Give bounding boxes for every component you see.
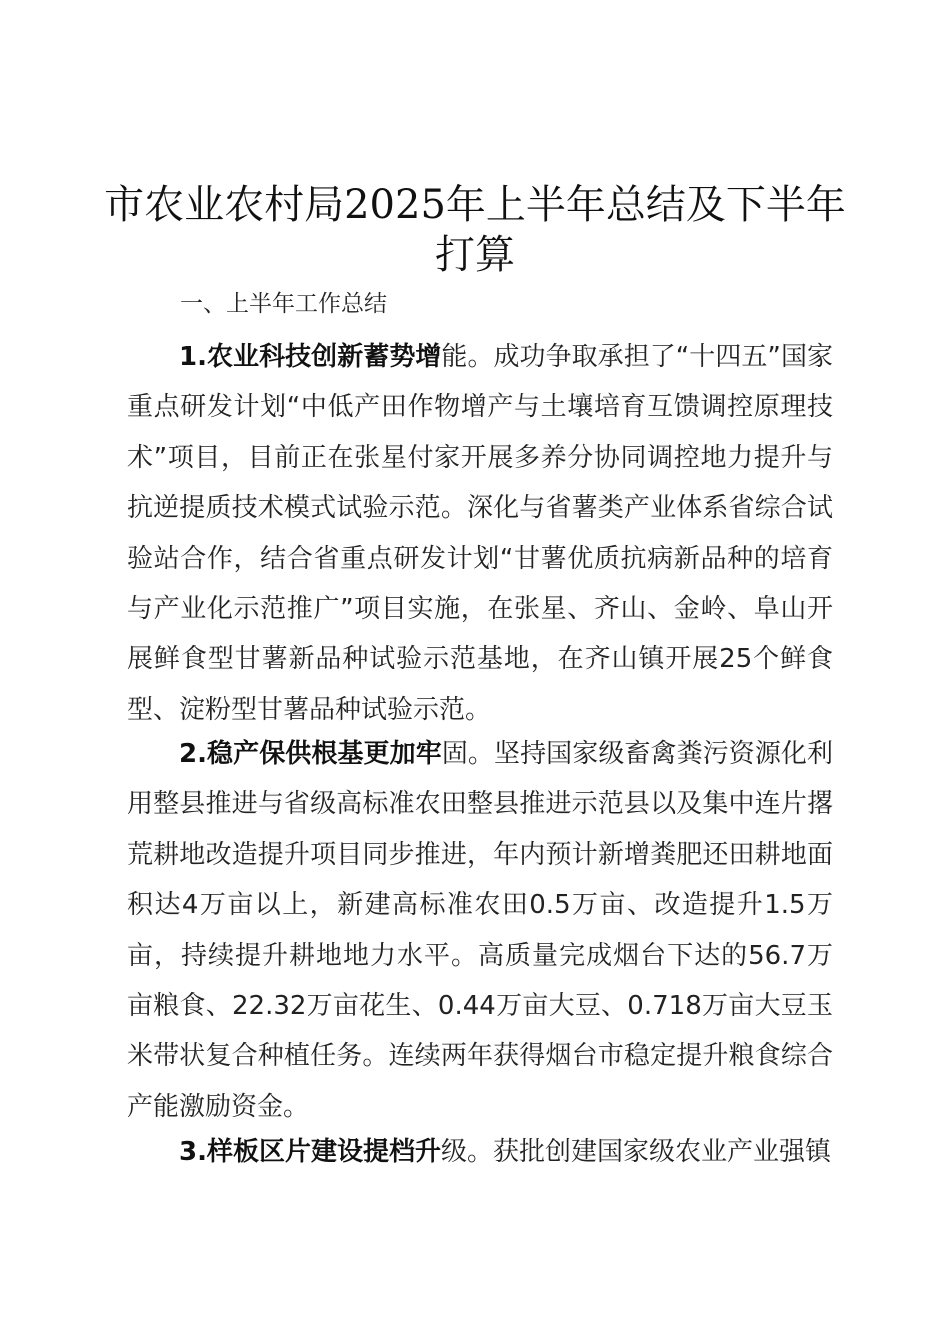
section-heading: 一、上半年工作总结	[180, 291, 387, 317]
paragraph-1-lead: 1.农业科技创新蓄势增	[179, 342, 442, 372]
paragraph-3-body: 级。获批创建国家级农业产业强镇	[440, 1137, 831, 1167]
paragraph-3	[127, 1127, 833, 1177]
paragraph-1	[127, 332, 833, 735]
paragraph-2-lead: 2.稳产保供根基更加牢	[179, 739, 442, 769]
paragraph-2-body: 固。坚持国家级畜禽粪污资源化利用整县推进与省级高标准农田整县推进示范县以及集中连片撂荒耕地改造提升项目同步推进，年内预计新增粪肥还田耕地面积达4万亩以上，新建高标准农田0.5万亩、改造提升1.5万亩，持续提升耕地地力水平。高质量完成烟台下达的56.7万亩粮食、22.32万亩花生、0.44万亩大豆、0.718万亩大豆玉米带状复合种植任务。连续两年获得烟台市稳定提升粮食综合产能激励资金。	[127, 739, 833, 1122]
paragraph-2	[127, 729, 833, 1132]
paragraph-3-lead: 3.样板区片建设提档升	[179, 1137, 441, 1167]
paragraph-1-body: 能。成功争取承担了“十四五”国家重点研发计划“中低产田作物增产与土壤培育互馈调控原理技术”项目，目前正在张星付家开展多养分协同调控地力提升与抗逆提质技术模式试验示范。深化与省薯类产业体系省综合试验站合作，结合省重点研发计划“甘薯优质抗病新品种的培育与产业化示范推广”项目实施，在张星、齐山、金岭、阜山开展鲜食型甘薯新品种试验示范基地，在齐山镇开展25个鲜食型、淀粉型甘薯品种试验示范。	[127, 342, 833, 725]
document-title: 市农业农村局2025年上半年总结及下半年打算	[104, 182, 846, 278]
